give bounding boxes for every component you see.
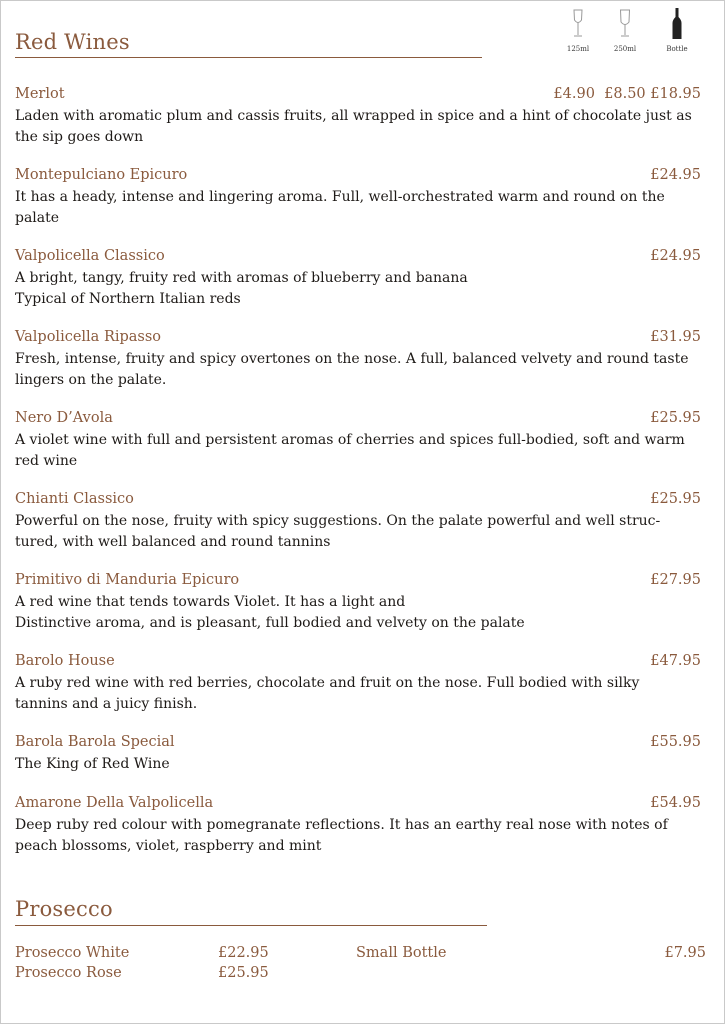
wine-item-valpolicella-classico [15, 248, 705, 309]
wine-name: Chianti Classico [15, 491, 134, 507]
wine-price: £4.90 £8.50 £18.95 [553, 86, 701, 102]
wine-item-chianti-classico [15, 491, 705, 552]
wine-item-valpolicella-ripasso [15, 329, 705, 390]
glass-label-250ml: 250ml [613, 45, 637, 53]
wine-price: £25.95 [650, 410, 701, 426]
section-rule-red-wines [15, 57, 482, 58]
wine-price: £25.95 [650, 491, 701, 507]
glass-125ml-column [558, 8, 598, 53]
wine-name: Primitivo di Manduria Epicuro [15, 572, 240, 588]
wine-description: A ruby red wine with red berries, chocolate and fruit on the nose. Full bodied with silky tannins and a juicy finish. [15, 675, 640, 712]
wine-item-amarone [15, 795, 705, 856]
wine-name: Valpolicella Ripasso [15, 329, 162, 345]
wine-item-montepulciano [15, 167, 705, 228]
wine-item-barolo-house [15, 653, 705, 714]
wine-description: Laden with aromatic plum and cassis fruits, all wrapped in spice and a hint of chocolate just as the sip goes down [15, 108, 692, 145]
section-title-red-wines: Red Wines [15, 30, 130, 54]
wine-name: Merlot [15, 86, 65, 102]
wine-item-merlot [15, 86, 705, 147]
wine-item-barola-special [15, 734, 705, 775]
wine-name: Valpolicella Classico [15, 248, 165, 264]
wine-description: A bright, tangy, fruity red with aromas of blueberry and banana Typical of Northern Italian reds [15, 270, 468, 307]
wine-description: A red wine that tends towards Violet. It has a light and Distinctive aroma, and is pleasant, full bodied and velvety on the palate [15, 594, 525, 631]
section-title-prosecco: Prosecco [15, 897, 113, 921]
prosecco-rose-name: Prosecco Rose [15, 965, 122, 981]
bottle-column [657, 8, 697, 53]
wine-name: Barola Barola Special [15, 734, 175, 750]
wine-price: £31.95 [650, 329, 701, 345]
wine-price: £24.95 [650, 167, 701, 183]
prosecco-white-price: £22.95 [218, 945, 269, 961]
wine-description: The King of Red Wine [15, 756, 170, 772]
prosecco-white-name: Prosecco White [15, 945, 130, 961]
wine-description: Powerful on the nose, fruity with spicy suggestions. On the palate powerful and well struc- tured, with well balanced and round tannins [15, 513, 661, 550]
wine-price: £24.95 [650, 248, 701, 264]
wine-name: Barolo House [15, 653, 115, 669]
glass-label-bottle: Bottle [666, 45, 688, 53]
wine-description: Deep ruby red colour with pomegranate reflections. It has an earthy real nose with notes of peach blossoms, violet, raspberry and mint [15, 817, 668, 854]
wine-name: Amarone Della Valpolicella [15, 795, 214, 811]
section-rule-prosecco [15, 925, 487, 926]
wine-item-nero-davola [15, 410, 705, 471]
wine-glass-large-icon [618, 8, 632, 40]
wine-description: It has a heady, intense and lingering aroma. Full, well-orchestrated warm and round on the palate [15, 189, 665, 226]
wine-description: Fresh, intense, fruity and spicy overtones on the nose. A full, balanced velvety and round taste lingers on the palate. [15, 351, 689, 388]
small-bottle-price: £7.95 [664, 945, 706, 961]
wine-item-primitivo [15, 572, 705, 633]
glass-250ml-column [605, 8, 645, 53]
wine-price: £54.95 [650, 795, 701, 811]
glass-label-125ml: 125ml [566, 45, 590, 53]
small-bottle-name: Small Bottle [356, 945, 447, 961]
wine-name: Montepulciano Epicuro [15, 167, 188, 183]
wine-price: £55.95 [650, 734, 701, 750]
wine-name: Nero D’Avola [15, 410, 113, 426]
wine-bottle-icon [671, 8, 683, 40]
wine-price: £27.95 [650, 572, 701, 588]
wine-price: £47.95 [650, 653, 701, 669]
wine-description: A violet wine with full and persistent aromas of cherries and spices full-bodied, soft and warm red wine [15, 432, 685, 469]
wine-glass-small-icon [571, 8, 585, 40]
prosecco-rose-price: £25.95 [218, 965, 269, 981]
